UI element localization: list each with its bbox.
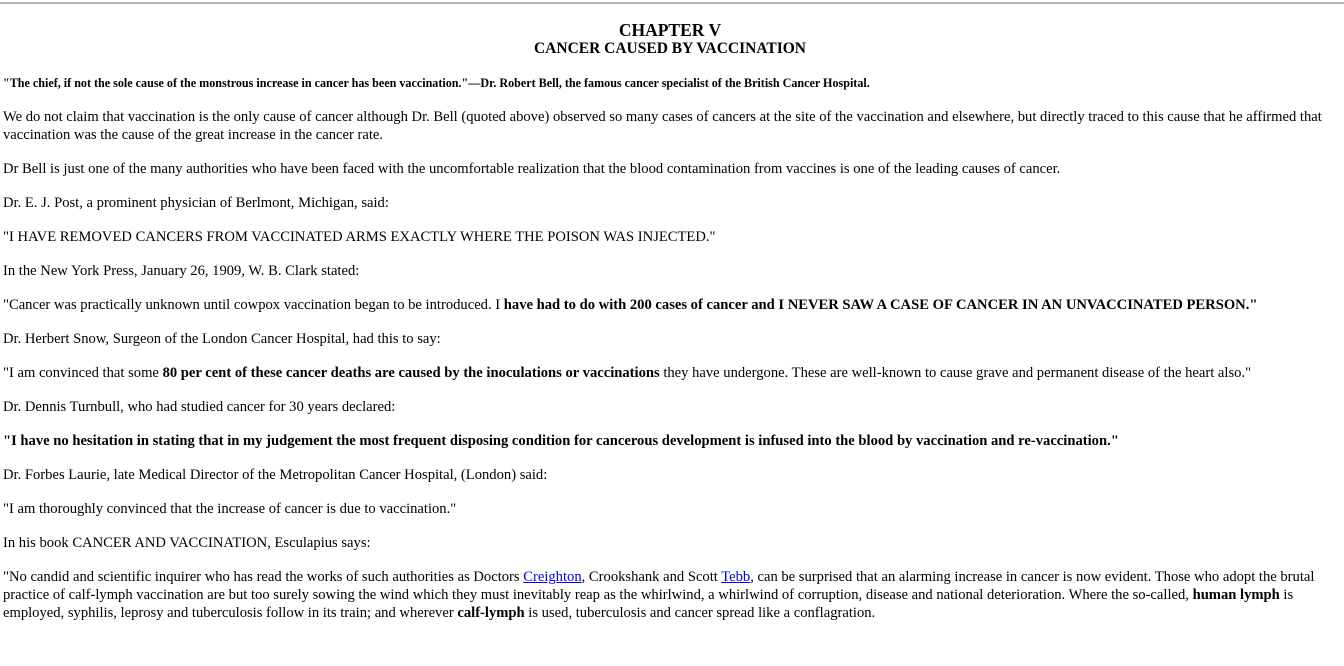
paragraph-snow-intro: Dr. Herbert Snow, Surgeon of the London Cancer Hospital, had this to say: — [3, 331, 441, 347]
esculapius-quote-mid3: is employed, syphilis, leprosy and tuberculosis follow in its train; and wherever — [3, 587, 1294, 621]
calf-lymph-bold: calf-lymph — [457, 605, 525, 621]
paragraph-turnbull-quote — [3, 432, 1337, 450]
paragraph-clark-quote — [3, 296, 1337, 314]
snow-quote-start: "I am convinced that some — [3, 365, 163, 381]
esculapius-quote-end: is used, tuberculosis and cancer spread like a conflagration. — [524, 605, 876, 621]
snow-quote-bold: 80 per cent of these cancer deaths are caused by the inoculations or vaccinations — [162, 365, 660, 381]
snow-quote-end: they have undergone. These are well-known to cause grave and permanent disease of the heart also." — [659, 365, 1252, 381]
epigraph-quote: "The chief, if not the sole cause of the monstrous increase in cancer has been vaccination."—Dr. Robert Bell, the famous cancer specialist of the British Cancer Hospital. — [3, 76, 870, 90]
chapter-heading — [3, 20, 1337, 58]
clark-quote-bold: have had to do with 200 cases of cancer and I NEVER SAW A CASE OF CANCER IN AN UNVACCINATED PERSON." — [503, 297, 1258, 313]
link-tebb[interactable]: Tebb — [721, 569, 751, 585]
paragraph-post-quote: "I HAVE REMOVED CANCERS FROM VACCINATED ARMS EXACTLY WHERE THE POISON WAS INJECTED." — [3, 229, 716, 245]
document-body — [3, 20, 1337, 622]
paragraph-esculapius-quote — [3, 568, 1337, 622]
paragraph-turnbull-intro: Dr. Dennis Turnbull, who had studied cancer for 30 years declared: — [3, 399, 396, 415]
paragraph-post-intro: Dr. E. J. Post, a prominent physician of Berlmont, Michigan, said: — [3, 195, 389, 211]
paragraph-intro: We do not claim that vaccination is the only cause of cancer although Dr. Bell (quoted above) observed so many cases of cancers at the site of the vaccination and elsewhere, but directly traced to this cause that he affirmed that vaccination was the cause of the great increase in the cancer rate. — [3, 109, 1322, 143]
paragraph-clark-intro: In the New York Press, January 26, 1909, W. B. Clark stated: — [3, 263, 360, 279]
link-creighton[interactable]: Creighton — [523, 569, 582, 585]
paragraph-esculapius-intro: In his book CANCER AND VACCINATION, Esculapius says: — [3, 535, 371, 551]
paragraph-dr-bell: Dr Bell is just one of the many authorities who have been faced with the uncomfortable realization that the blood contamination from vaccines is one of the leading causes of cancer. — [3, 161, 1061, 177]
paragraph-snow-quote — [3, 364, 1337, 382]
esculapius-quote-mid2: , can be surprised that an alarming increase in cancer is now evident. Those who adopt the brutal practice of calf-lymph vaccination are but too surely sowing the wind which they must inevitably reap as the whirlwind, a whirlwind of corruption, disease and national deterioration. Where the so-called, — [3, 569, 1315, 603]
chapter-number: CHAPTER V — [618, 20, 722, 40]
paragraph-laurie-quote: "I am thoroughly convinced that the increase of cancer is due to vaccination." — [3, 501, 457, 517]
esculapius-quote-mid1: , Crookshank and Scott — [581, 569, 722, 585]
horizontal-rule — [0, 2, 1344, 4]
paragraph-laurie-intro: Dr. Forbes Laurie, late Medical Director of the Metropolitan Cancer Hospital, (London) said: — [3, 467, 548, 483]
human-lymph-bold: human lymph — [1192, 587, 1280, 603]
turnbull-quote-bold: "I have no hesitation in stating that in my judgement the most frequent disposing condition for cancerous development is infused into the blood by vaccination and re-vaccination." — [3, 433, 1119, 449]
clark-quote-text: "Cancer was practically unknown until cowpox vaccination began to be introduced. I — [3, 297, 504, 313]
esculapius-quote-start: "No candid and scientific inquirer who has read the works of such authorities as Doctors — [3, 569, 524, 585]
chapter-title: CANCER CAUSED BY VACCINATION — [533, 40, 806, 57]
